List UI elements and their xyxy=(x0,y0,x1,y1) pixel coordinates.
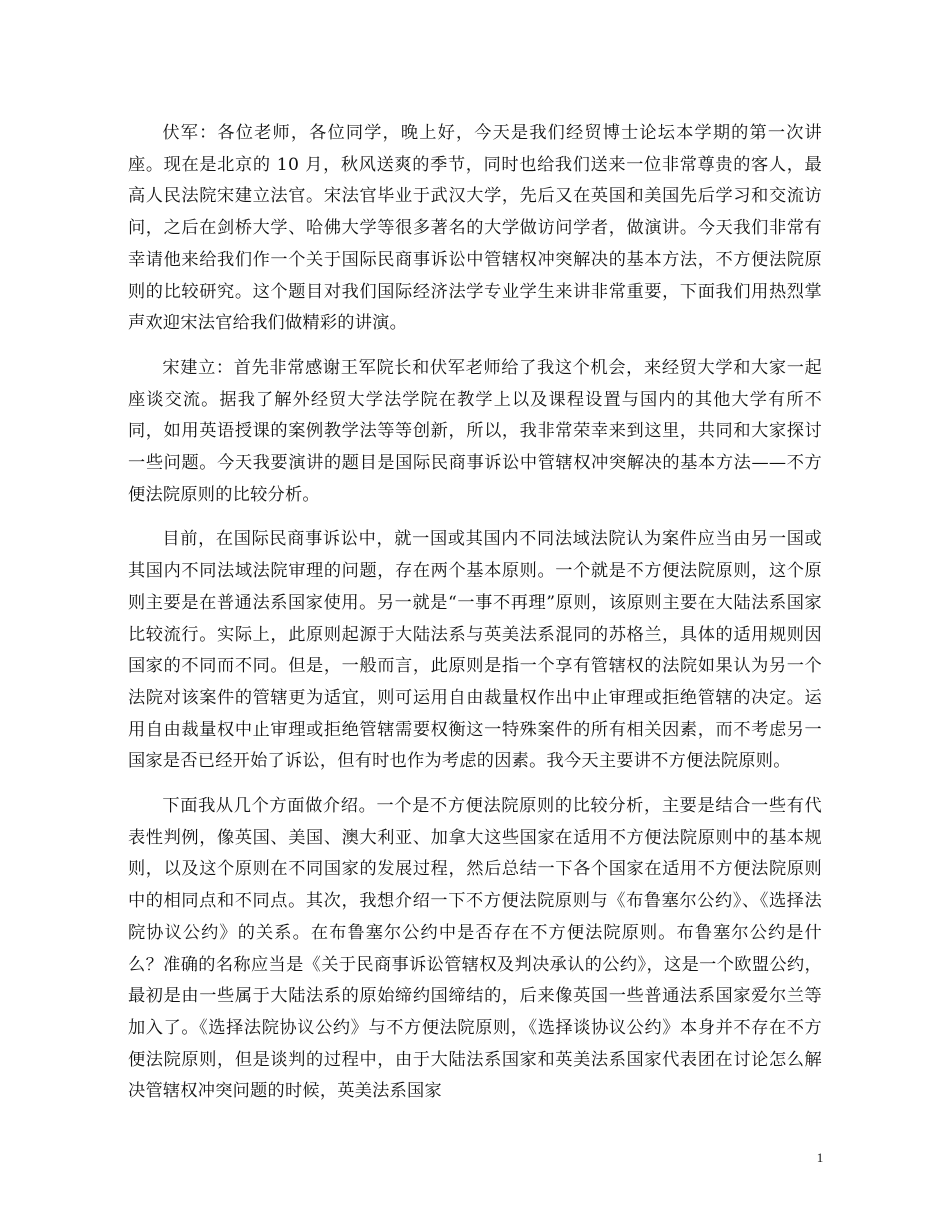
paragraph-outline: 下面我从几个方面做介绍。一个是不方便法院原则的比较分析，主要是结合一些有代表性判例，像英国、美国、澳大利亚、加拿大这些国家在适用不方便法院原则中的基本规则，以及这个原则在不同国家的发展过程，然后总结一下各个国家在适用不方便法院原则中的相同点和不同点。其次，我想介绍一下不方便法院原则与《布鲁塞尔公约》、《选择法院协议公约》的关系。在布鲁塞尔公约中是否存在不方便法院原则。布鲁塞尔公约是什么？准确的名称应当是《关于民商事诉讼管辖权及判决承认的公约》，这是一个欧盟公约，最初是由一些属于大陆法系的原始缔约国缔结的，后来像英国一些普通法系国家爱尔兰等加入了。《选择法院协议公约》与不方便法院原则，《选择谈协议公约》本身并不存在不方便法院原则，但是谈判的过程中，由于大陆法系国家和英美法系国家代表团在讨论怎么解决管辖权冲突问题的时候，英美法系国家 xyxy=(128,796,822,1102)
paragraph-opening-remarks: 伏军：各位老师，各位同学，晚上好，今天是我们经贸博士论坛本学期的第一次讲座。现在是北京的 10 月，秋风送爽的季节，同时也给我们送来一位非常尊贵的客人，最高人民法院宋建立法官。宋法官毕业于武汉大学，先后又在英国和美国先后学习和交流访问，之后在剑桥大学、哈佛大学等很多著名的大学做访问学者，做演讲。今天我们非常有幸请他来给我们作一个关于国际民商事诉讼中管辖权冲突解决的基本方法，不方便法院原则的比较研究。这个题目对我们国际经济法学专业学生来讲非常重要，下面我们用热烈掌声欢迎宋法官给我们做精彩的讲演。 xyxy=(128,123,822,334)
paragraph-speaker-introduction: 宋建立：首先非常感谢王军院长和伏军老师给了我这个机会，来经贸大学和大家一起座谈交流。据我了解外经贸大学法学院在教学上以及课程设置与国内的其他大学有所不同，如用英语授课的案例教学法等等创新，所以，我非常荣幸来到这里，共同和大家探讨一些问题。今天我要演讲的题目是国际民商事诉讼中管辖权冲突解决的基本方法——不方便法院原则的比较分析。 xyxy=(128,357,822,505)
page-number: 1 xyxy=(816,1150,824,1165)
paragraph-basic-principles: 目前，在国际民商事诉讼中，就一国或其国内不同法域法院认为案件应当由另一国或其国内不同法域法院审理的问题，存在两个基本原则。一个就是不方便法院原则，这个原则主要是在普通法系国家使用。另一就是“一事不再理”原则，该原则主要在大陆法系国家比较流行。实际上，此原则起源于大陆法系与英美法系混同的苏格兰，具体的适用规则因国家的不同而不同。但是，一般而言，此原则是指一个享有管辖权的法院如果认为另一个法院对该案件的管辖更为适宜，则可运用自由裁量权作出中止审理或拒绝管辖的决定。运用自由裁量权中止审理或拒绝管辖需要权衡这一特殊案件的所有相关因素，而不考虑另一国家是否已经开始了诉讼，但有时也作为考虑的因素。我今天主要讲不方便法院原则。 xyxy=(128,529,822,772)
document-body xyxy=(128,118,822,1121)
